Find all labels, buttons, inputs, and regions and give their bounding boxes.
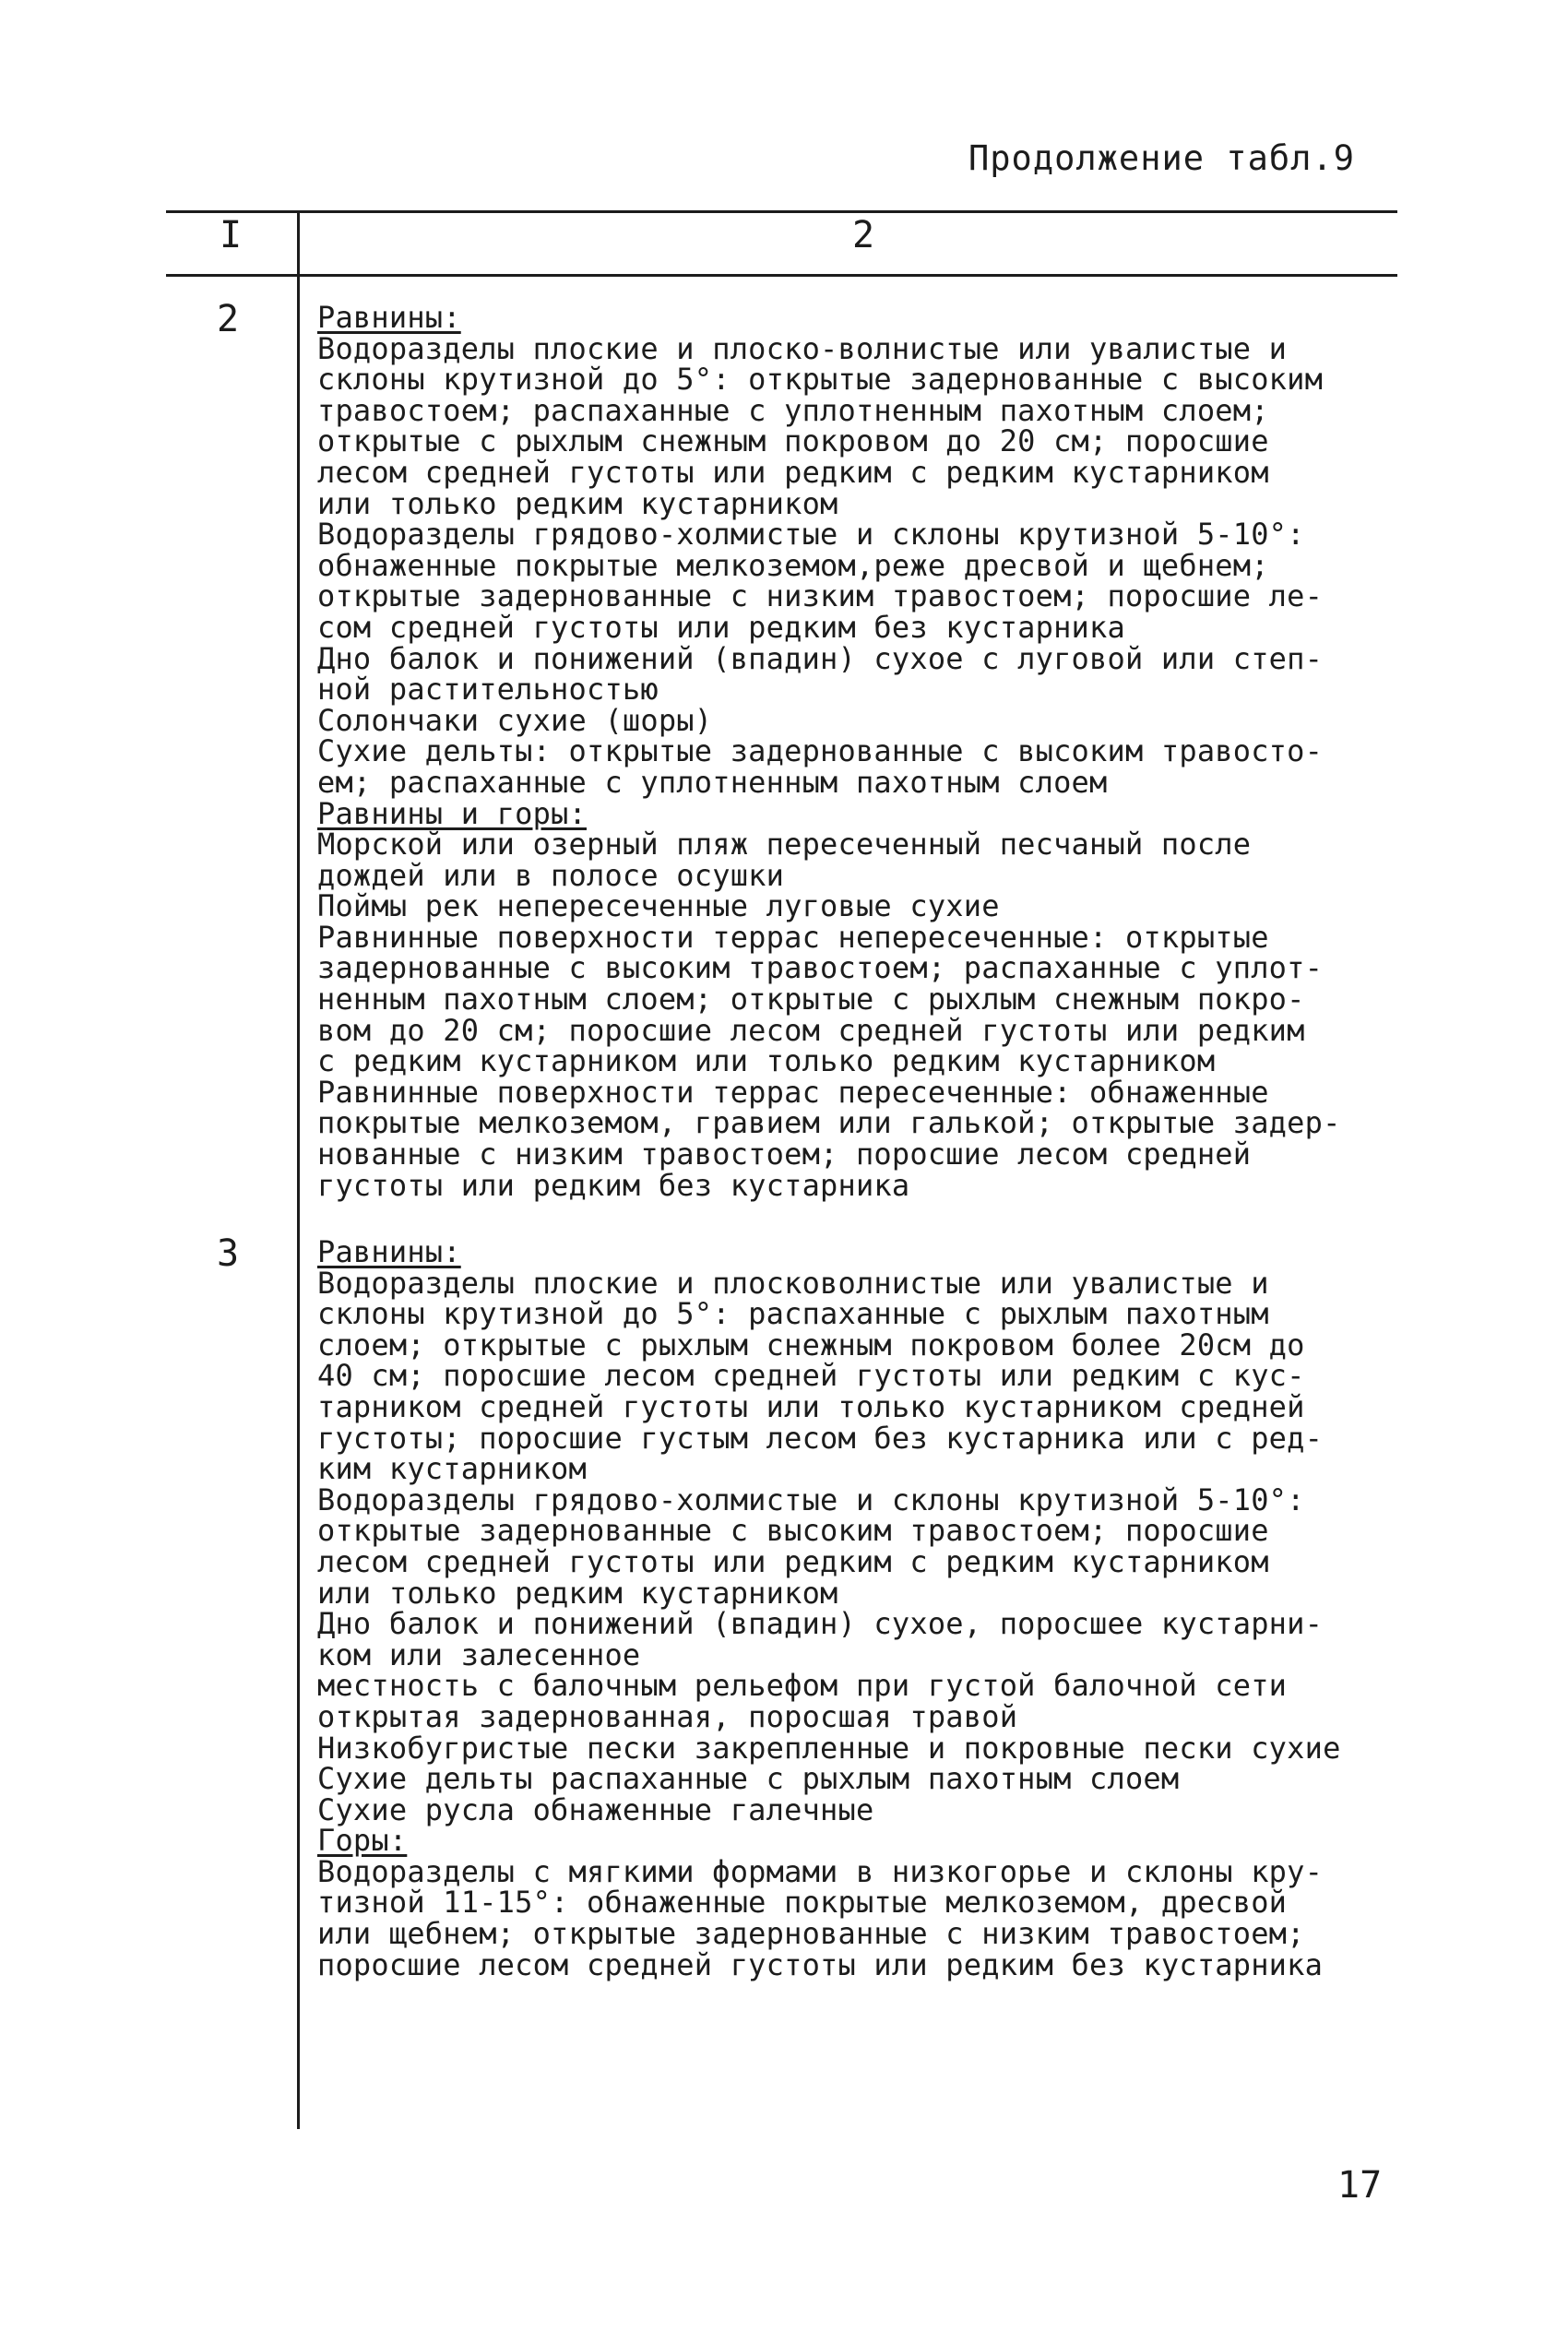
table-continuation-caption: Продолжение табл.9 bbox=[968, 138, 1355, 178]
text-line: Водоразделы с мягкими формами в низкогорье и склоны кру- bbox=[317, 1853, 1324, 1889]
row-2-description bbox=[317, 300, 1415, 1203]
column-1-header: I bbox=[220, 214, 243, 256]
text-line: поросшие лесом средней густоты или редким без кустарника bbox=[317, 1946, 1324, 1982]
text-line: тизной 11-15°: обнаженные покрытые мелкоземом, дресвой bbox=[317, 1885, 1288, 1921]
text-line: открытая задернованная, поросшая травой bbox=[317, 1698, 1018, 1734]
text-line: склоны крутизной до 5°: распаханные с рыхлым пахотным bbox=[317, 1296, 1269, 1332]
text-line: или щебнем; открытые задернованные с низким травостоем; bbox=[317, 1916, 1305, 1952]
text-line: травостоем; распаханные с уплотненным пахотным слоем; bbox=[317, 392, 1269, 428]
column-2-header: 2 bbox=[852, 214, 875, 256]
text-line: густоты; поросшие густым лесом без кустарника или с ред- bbox=[317, 1420, 1324, 1456]
text-line: лесом средней густоты или редким с редким кустарником bbox=[317, 454, 1269, 490]
section-heading: Горы: bbox=[317, 1823, 408, 1859]
text-line: с редким кустарником или только редким кустарником bbox=[317, 1043, 1216, 1079]
row-number-2: 2 bbox=[217, 298, 240, 340]
text-line: ким кустарником bbox=[317, 1451, 587, 1487]
row-number-3: 3 bbox=[217, 1232, 240, 1275]
text-line: открытые задернованные с высоким травостоем; поросшие bbox=[317, 1513, 1269, 1549]
text-line: обнаженные покрытые мелкоземом,реже дресвой и щебнем; bbox=[317, 547, 1269, 583]
text-line: Морской или озерный пляж пересеченный песчаный после bbox=[317, 827, 1252, 863]
text-line: открытые с рыхлым снежным покровом до 20 см; поросшие bbox=[317, 423, 1269, 459]
text-line: Поймы рек непересеченные луговые сухие bbox=[317, 888, 1000, 924]
text-line: или только редким кустарником bbox=[317, 1575, 838, 1611]
text-line: Равнинные поверхности террас непересеченные: открытые bbox=[317, 919, 1269, 955]
text-line: 40 см; поросшие лесом средней густоты или редким с кус- bbox=[317, 1358, 1305, 1394]
text-line: задернованные с высоким травостоем; распаханные с уплот- bbox=[317, 950, 1324, 986]
text-line: Дно балок и понижений (впадин) сухое, поросшее кустарни- bbox=[317, 1606, 1324, 1642]
text-line: ком или залесенное bbox=[317, 1636, 641, 1672]
text-line: открытые задернованные с низким травостоем; поросшие ле- bbox=[317, 578, 1324, 614]
section-heading: Равнины: bbox=[317, 1234, 461, 1269]
text-line: вом до 20 см; поросшие лесом средней густоты или редким bbox=[317, 1012, 1305, 1048]
section-heading: Равнины и горы: bbox=[317, 795, 587, 831]
section-heading: Равнины: bbox=[317, 300, 461, 335]
text-line: лесом средней густоты или редким с редким кустарником bbox=[317, 1543, 1269, 1579]
text-line: ненным пахотным слоем; открытые с рыхлым снежным покро- bbox=[317, 982, 1305, 1017]
table-top-rule bbox=[166, 210, 1397, 213]
text-line: ем; распаханные с уплотненным пахотным слоем bbox=[317, 764, 1108, 800]
text-line: Сухие дельты: открытые задернованные с высоким травосто- bbox=[317, 733, 1324, 769]
text-line: покрытые мелкоземом, гравием или галькой; открытые задер- bbox=[317, 1105, 1341, 1141]
text-line: Равнинные поверхности террас пересеченные: обнаженные bbox=[317, 1074, 1269, 1110]
text-line: Низкобугристые пески закрепленные и покровные пески сухие bbox=[317, 1730, 1341, 1766]
text-line: Водоразделы плоские и плоско-волнистые или увалистые и bbox=[317, 330, 1288, 366]
text-line: склоны крутизной до 5°: открытые задернованные с высоким bbox=[317, 362, 1324, 398]
text-line: густоты или редким без кустарника bbox=[317, 1167, 910, 1203]
text-line: нованные с низким травостоем; поросшие лесом средней bbox=[317, 1136, 1252, 1172]
text-line: ной растительностью bbox=[317, 672, 659, 708]
text-line: или только редким кустарником bbox=[317, 485, 838, 521]
text-line: Сухие русла обнаженные галечные bbox=[317, 1791, 874, 1827]
table-header-rule bbox=[166, 274, 1397, 277]
text-line: Дно балок и понижений (впадин) сухое с луговой или степ- bbox=[317, 640, 1324, 676]
text-line: Водоразделы грядово-холмистые и склоны крутизной 5-10°: bbox=[317, 517, 1305, 553]
text-line: сом средней густоты или редким без кустарника bbox=[317, 609, 1125, 645]
text-line: местность с балочным рельефом при густой балочной сети bbox=[317, 1668, 1288, 1704]
page-number: 17 bbox=[1337, 2164, 1383, 2207]
text-line: Солончаки сухие (шоры) bbox=[317, 702, 713, 738]
text-line: дождей или в полосе осушки bbox=[317, 857, 785, 893]
text-line: Водоразделы плоские и плосковолнистые или увалистые и bbox=[317, 1265, 1269, 1301]
row-3-description bbox=[317, 1234, 1415, 1982]
text-line: Сухие дельты распаханные с рыхлым пахотным слоем bbox=[317, 1761, 1180, 1797]
text-line: слоем; открытые с рыхлым снежным покровом более 20см до bbox=[317, 1327, 1305, 1362]
text-line: Водоразделы грядово-холмистые и склоны крутизной 5-10°: bbox=[317, 1481, 1305, 1517]
table-column-divider bbox=[297, 210, 300, 2129]
text-line: тарником средней густоты или только кустарником средней bbox=[317, 1388, 1305, 1424]
